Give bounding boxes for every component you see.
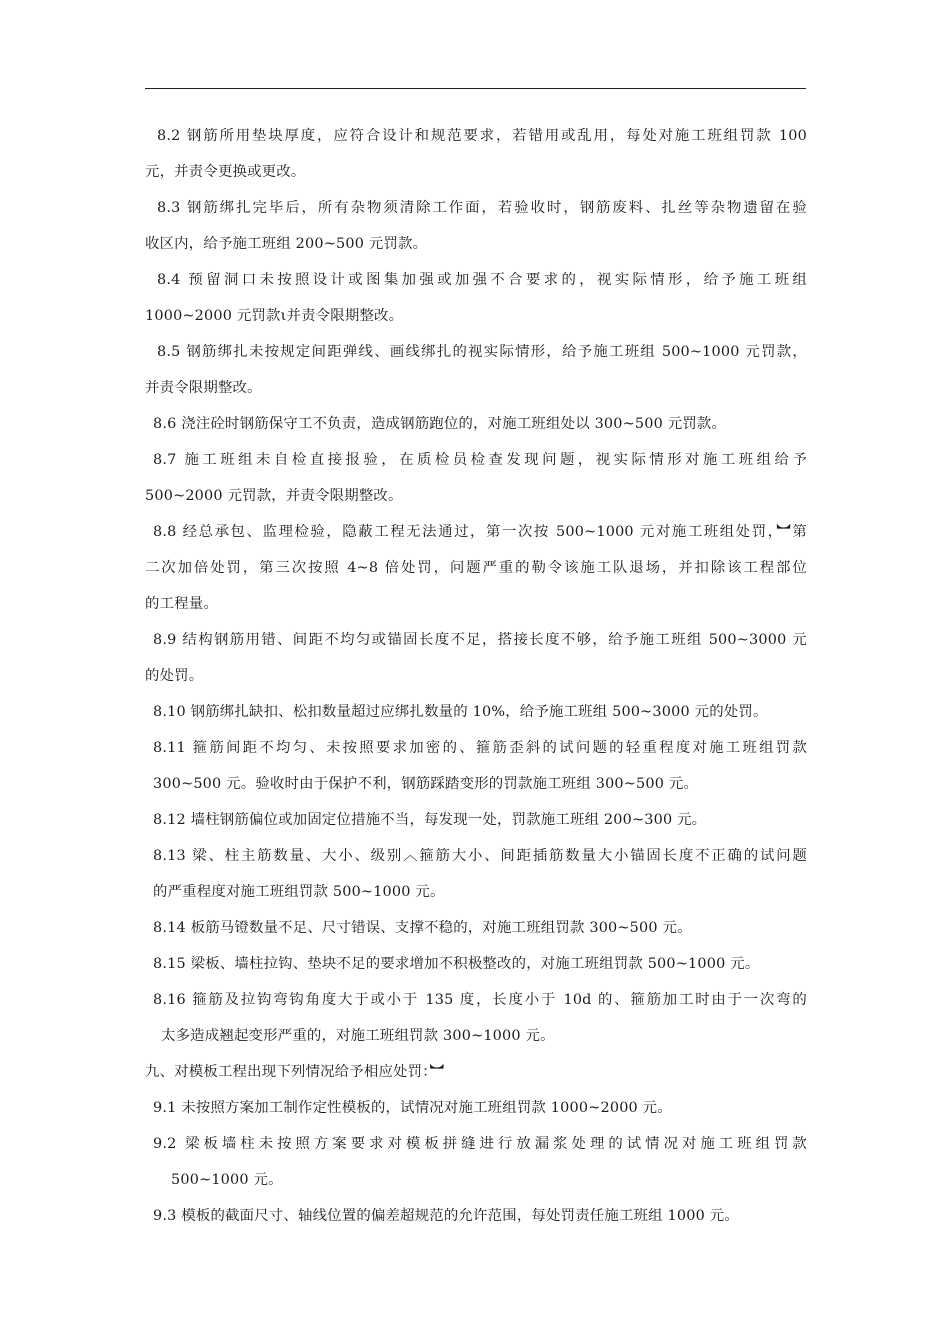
clause-9-2-line-2: 500~1000 元。 [171,1172,283,1188]
section-9-heading: 九、对模板工程出现下列情况给予相应处罚：︼ [145,1064,445,1080]
clause-9-2-line-1: 9.2 梁板墙柱未按照方案要求对模板拼缝进行放漏浆处理的试情况对施工班组罚款 [153,1136,807,1152]
clause-9-1-line-1: 9.1 未按照方案加工制作定性模板的，试情况对施工班组罚款 1000~2000 元。 [153,1100,672,1116]
clause-8-3-line-1: 8.3 钢筋绑扎完毕后，所有杂物须清除工作面，若验收时，钢筋废料、扎丝等杂物遗留在验 [157,200,807,216]
clause-8-7-line-2: 500~2000 元罚款，并责令限期整改。 [145,488,403,504]
clause-8-13-line-1: 8.13 梁、柱主筋数量、大小、级别︿箍筋大小、间距插筋数量大小锚固长度不正确的试问题 [153,848,807,864]
clause-8-10-line-1: 8.10 钢筋绑扎缺扣、松扣数量超过应绑扎数量的 10%，给予施工班组 500~3000 元的处罚。 [153,704,768,720]
clause-8-3-line-2: 收区内，给予施工班组 200~500 元罚款。 [145,236,428,252]
clause-9-3-line-1: 9.3 模板的截面尺寸、轴线位置的偏差超规范的允许范围，每处罚责任施工班组 1000 元。 [153,1208,739,1224]
clause-8-2-line-1: 8.2 钢筋所用垫块厚度，应符合设计和规范要求，若错用或乱用，每处对施工班组罚款 100 [157,128,807,144]
clause-8-6-line-1: 8.6 浇注砼时钢筋保守工不负责，造成钢筋跑位的，对施工班组处以 300~500 元罚款。 [153,416,727,432]
clause-8-8-line-1: 8.8 经总承包、监理检验，隐蔽工程无法通过，第一次按 500~1000 元对施工班组处罚，︼第 [153,524,807,540]
clause-8-9-line-1: 8.9 结构钢筋用错、间距不均匀或锚固长度不足，搭接长度不够，给予施工班组 500~3000 元 [153,632,807,648]
clause-8-4-line-1: 8.4 预留洞口未按照设计或图集加强或加强不合要求的，视实际情形，给予施工班组 [157,272,807,288]
clause-8-8-line-3: 的工程量。 [145,596,218,612]
clause-8-11-line-2: 300~500 元。验收时由于保护不利，钢筋踩踏变形的罚款施工班组 300~500 元。 [153,776,699,792]
clause-8-14-line-1: 8.14 板筋马镫数量不足、尺寸错误、支撑不稳的，对施工班组罚款 300~500 元。 [153,920,692,936]
clause-8-7-line-1: 8.7 施工班组未自检直接报验，在质检员检查发现问题，视实际情形对施工班组给予 [153,452,807,468]
clause-8-15-line-1: 8.15 梁板、墙柱拉钩、垫块不足的要求增加不积极整改的，对施工班组罚款 500~1000 元。 [153,956,760,972]
clause-8-5-line-1: 8.5 钢筋绑扎未按规定间距弹线、画线绑扎的视实际情形，给予施工班组 500~1000 元罚款， [157,344,807,360]
document-body [145,118,807,1234]
clause-8-11-line-1: 8.11 箍筋间距不均匀、未按照要求加密的、箍筋歪斜的试问题的轻重程度对施工班组罚款 [153,740,807,756]
clause-8-4-line-2: 1000~2000 元罚款ι并责令限期整改。 [145,308,404,324]
clause-8-13-line-2: 的严重程度对施工班组罚款 500~1000 元。 [153,884,445,900]
clause-8-8-line-2: 二次加倍处罚，第三次按照 4~8 倍处罚，问题严重的勒令该施工队退场，并扣除该工程部位 [145,560,807,576]
clause-8-2-line-2: 元，并责令更换或更改。 [145,164,306,180]
clause-8-9-line-2: 的处罚。 [145,668,204,684]
header-rule [145,88,806,89]
clause-8-16-line-1: 8.16 箍筋及拉钩弯钩角度大于或小于 135 度，长度小于 10d 的、箍筋加工时由于一次弯的 [153,992,807,1008]
clause-8-12-line-1: 8.12 墙柱钢筋偏位或加固定位措施不当，每发现一处，罚款施工班组 200~300 元。 [153,812,707,828]
clause-8-16-line-2: 太多造成翘起变形严重的，对施工班组罚款 300~1000 元。 [161,1028,555,1044]
clause-8-5-line-2: 并责令限期整改。 [145,380,262,396]
